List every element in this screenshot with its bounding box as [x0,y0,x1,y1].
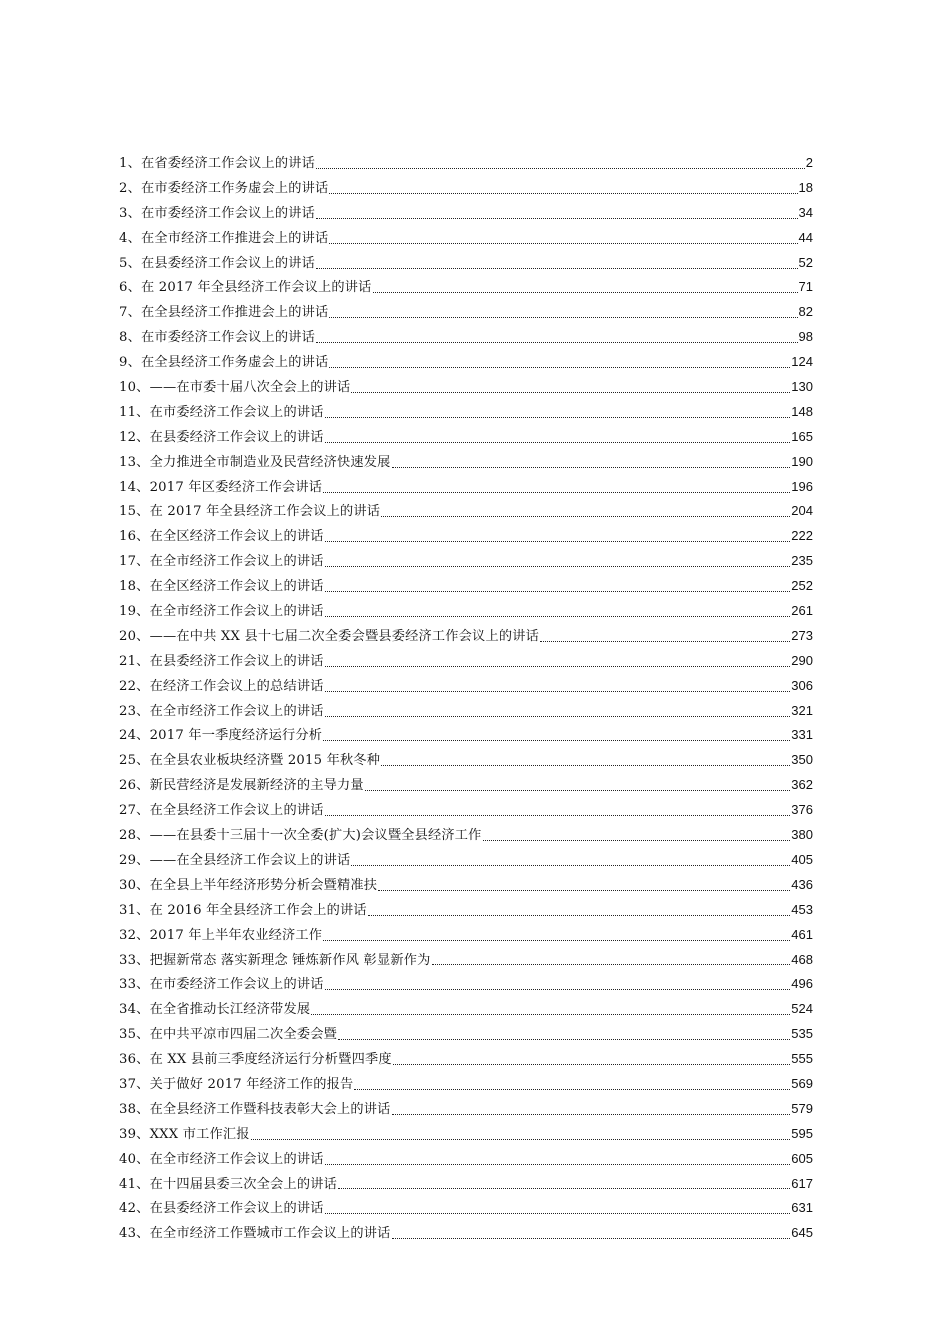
toc-entry-title: 13、全力推进全市制造业及民营经济快速发展 [119,454,391,470]
toc-dot-leader [325,591,791,592]
toc-entry-title: 23、在全市经济工作会议上的讲话 [119,703,324,719]
toc-dot-leader [323,940,790,941]
toc-entry[interactable] [119,1196,813,1221]
toc-entry-title: 8、在市委经济工作会议上的讲话 [119,330,316,346]
toc-entry-page-number: 645 [791,1225,813,1241]
toc-entry[interactable] [119,1047,813,1072]
toc-dot-leader [378,890,790,891]
toc-entry[interactable] [119,475,813,500]
toc-dot-leader [325,1164,791,1165]
toc-entry-title: 36、在 XX 县前三季度经济运行分析暨四季度 [119,1052,392,1068]
toc-entry-title: 12、在县委经济工作会议上的讲话 [119,429,324,445]
toc-entry[interactable] [119,1122,813,1147]
toc-dot-leader [325,616,791,617]
toc-entry[interactable] [119,773,813,798]
toc-entry-title: 5、在县委经济工作会议上的讲话 [119,255,316,271]
toc-entry-title: 10、——在市委十届八次全会上的讲话 [119,380,351,396]
toc-entry-page-number: 252 [791,578,813,594]
toc-dot-leader [432,964,791,965]
toc-entry-page-number: 82 [798,304,813,320]
toc-entry-page-number: 130 [791,379,813,395]
toc-entry-title: 20、——在中共 XX 县十七届二次全委会暨县委经济工作会议上的讲话 [119,628,539,644]
toc-dot-leader [325,541,791,542]
toc-entry[interactable] [119,375,813,400]
toc-entry-title: 34、在全省推动长江经济带发展 [119,1002,311,1018]
toc-dot-leader [311,1014,790,1015]
toc-entry-title: 9、在全县经济工作务虚会上的讲话 [119,355,329,371]
toc-entry-page-number: 71 [798,279,813,295]
toc-entry[interactable] [119,997,813,1022]
toc-entry[interactable] [119,524,813,549]
toc-entry[interactable] [119,699,813,724]
toc-entry-title: 38、在全县经济工作暨科技表彰大会上的讲话 [119,1101,391,1117]
toc-entry-title: 31、在 2016 年全县经济工作会上的讲话 [119,902,367,918]
toc-dot-leader [483,840,791,841]
toc-entry-title: 39、XXX 市工作汇报 [119,1126,250,1142]
toc-entry-title: 21、在县委经济工作会议上的讲话 [119,653,324,669]
toc-entry[interactable] [119,848,813,873]
toc-entry-page-number: 376 [791,802,813,818]
toc-entry[interactable] [119,549,813,574]
toc-entry[interactable] [119,624,813,649]
toc-dot-leader [251,1139,791,1140]
toc-entry-page-number: 34 [798,204,813,220]
toc-entry-page-number: 44 [798,229,813,245]
toc-entry-page-number: 496 [791,976,813,992]
toc-entry-page-number: 321 [791,702,813,718]
toc-entry-title: 11、在市委经济工作会议上的讲话 [119,404,324,420]
toc-dot-leader [392,467,791,468]
toc-entry-title: 17、在全市经济工作会议上的讲话 [119,554,324,570]
toc-dot-leader [316,218,798,219]
toc-dot-leader [329,367,790,368]
toc-entry[interactable] [119,823,813,848]
toc-dot-leader [381,765,790,766]
toc-dot-leader [323,740,790,741]
toc-entry[interactable] [119,674,813,699]
toc-dot-leader [329,243,797,244]
toc-entry-title: 14、2017 年区委经济工作会讲话 [119,479,323,495]
toc-entry-page-number: 461 [791,926,813,942]
toc-entry-page-number: 595 [791,1125,813,1141]
toc-entry-page-number: 235 [791,553,813,569]
toc-dot-leader [325,989,791,990]
toc-dot-leader [325,716,791,717]
toc-entry-title: 42、在县委经济工作会议上的讲话 [119,1201,324,1217]
toc-entry-title: 7、在全县经济工作推进会上的讲话 [119,305,329,321]
toc-entry-page-number: 204 [791,503,813,519]
toc-entry[interactable] [119,972,813,997]
toc-entry[interactable] [119,400,813,425]
toc-entry-page-number: 535 [791,1026,813,1042]
toc-entry[interactable] [119,1221,813,1246]
toc-dot-leader [354,1089,790,1090]
toc-dot-leader [325,442,791,443]
toc-entry-title: 4、在全市经济工作推进会上的讲话 [119,230,329,246]
toc-entry-page-number: 569 [791,1075,813,1091]
toc-dot-leader [392,1238,791,1239]
toc-dot-leader [325,417,791,418]
toc-entry-page-number: 165 [791,428,813,444]
toc-entry[interactable] [119,300,813,325]
toc-dot-leader [325,691,791,692]
toc-entry[interactable] [119,425,813,450]
toc-entry[interactable] [119,923,813,948]
toc-dot-leader [373,292,798,293]
toc-entry-page-number: 98 [798,329,813,345]
toc-entry[interactable] [119,748,813,773]
toc-dot-leader [325,666,791,667]
toc-dot-leader [325,1213,791,1214]
toc-dot-leader [316,342,798,343]
toc-entry-title: 19、在全市经济工作会议上的讲话 [119,604,324,620]
toc-dot-leader [323,492,790,493]
toc-entry-page-number: 290 [791,652,813,668]
toc-dot-leader [329,193,797,194]
toc-entry-page-number: 273 [791,627,813,643]
toc-entry[interactable] [119,873,813,898]
toc-dot-leader [351,865,790,866]
toc-entry[interactable] [119,151,813,176]
toc-entry-title: 28、——在县委十三届十一次全委(扩大)会议暨全县经济工作 [119,828,482,844]
toc-dot-leader [316,268,798,269]
toc-entry-title: 15、在 2017 年全县经济工作会议上的讲话 [119,504,381,520]
toc-entry-page-number: 18 [798,179,813,195]
toc-entry-page-number: 2 [805,155,813,170]
toc-entry-page-number: 524 [791,1001,813,1017]
toc-dot-leader [338,1039,790,1040]
toc-entry[interactable] [119,1022,813,1047]
toc-entry[interactable] [119,649,813,674]
toc-entry-page-number: 222 [791,528,813,544]
toc-entry-page-number: 453 [791,901,813,917]
toc-entry-title: 41、在十四届县委三次全会上的讲话 [119,1176,337,1192]
toc-entry-title: 43、在全市经济工作暨城市工作会议上的讲话 [119,1226,391,1242]
toc-entry-page-number: 350 [791,752,813,768]
toc-entry[interactable] [119,1172,813,1197]
toc-entry[interactable] [119,1072,813,1097]
toc-entry-title: 32、2017 年上半年农业经济工作 [119,927,323,943]
toc-entry-title: 22、在经济工作会议上的总结讲话 [119,678,324,694]
toc-entry[interactable] [119,1147,813,1172]
toc-entry-page-number: 124 [791,354,813,370]
toc-entry-page-number: 261 [791,603,813,619]
table-of-contents [119,151,813,1246]
toc-entry-page-number: 579 [791,1100,813,1116]
toc-entry-title: 3、在市委经济工作会议上的讲话 [119,205,316,221]
toc-entry-title: 16、在全区经济工作会议上的讲话 [119,529,324,545]
toc-entry-title: 25、在全县农业板块经济暨 2015 年秋冬种 [119,753,381,769]
toc-entry[interactable] [119,226,813,251]
toc-entry-page-number: 52 [798,254,813,270]
toc-entry[interactable] [119,599,813,624]
toc-entry[interactable] [119,350,813,375]
toc-entry-title: 18、在全区经济工作会议上的讲话 [119,579,324,595]
toc-entry-page-number: 331 [791,727,813,743]
toc-entry[interactable] [119,325,813,350]
toc-entry-title: 6、在 2017 年全县经济工作会议上的讲话 [119,280,372,296]
toc-dot-leader [325,566,791,567]
toc-entry[interactable] [119,275,813,300]
toc-entry-page-number: 605 [791,1150,813,1166]
toc-entry[interactable] [119,898,813,923]
toc-entry-page-number: 196 [791,478,813,494]
toc-entry-title: 29、——在全县经济工作会议上的讲话 [119,852,351,868]
toc-entry[interactable] [119,499,813,524]
toc-entry-title: 37、关于做好 2017 年经济工作的报告 [119,1076,354,1092]
toc-entry[interactable] [119,948,813,973]
toc-dot-leader [392,1114,791,1115]
toc-entry[interactable] [119,176,813,201]
toc-entry[interactable] [119,798,813,823]
toc-entry[interactable] [119,201,813,226]
toc-dot-leader [368,915,791,916]
toc-entry-page-number: 362 [791,777,813,793]
toc-dot-leader [393,1064,791,1065]
toc-entry-page-number: 306 [791,677,813,693]
toc-dot-leader [329,317,797,318]
toc-entry[interactable] [119,251,813,276]
toc-entry[interactable] [119,1097,813,1122]
toc-entry[interactable] [119,574,813,599]
toc-dot-leader [540,641,790,642]
toc-dot-leader [351,392,790,393]
toc-entry-page-number: 468 [791,951,813,967]
toc-entry-title: 40、在全市经济工作会议上的讲话 [119,1151,324,1167]
toc-entry-page-number: 190 [791,453,813,469]
toc-entry-title: 33、在市委经济工作会议上的讲话 [119,977,324,993]
toc-dot-leader [325,815,791,816]
toc-entry[interactable] [119,450,813,475]
toc-entry[interactable] [119,723,813,748]
toc-entry-title: 30、在全县上半年经济形势分析会暨精准扶 [119,877,378,893]
toc-entry-page-number: 555 [791,1051,813,1067]
toc-entry-title: 1、在省委经济工作会议上的讲话 [119,156,316,171]
toc-dot-leader [381,516,790,517]
toc-entry-title: 24、2017 年一季度经济运行分析 [119,728,323,744]
toc-dot-leader [316,168,805,169]
toc-entry-title: 35、在中共平凉市四届二次全委会暨 [119,1027,337,1043]
toc-entry-title: 26、新民营经济是发展新经济的主导力量 [119,778,364,794]
toc-entry-page-number: 405 [791,851,813,867]
toc-entry-page-number: 617 [791,1175,813,1191]
toc-dot-leader [338,1188,790,1189]
toc-entry-page-number: 380 [791,827,813,843]
toc-entry-title: 33、把握新常态 落实新理念 锤炼新作风 彰显新作为 [119,952,431,968]
toc-entry-page-number: 148 [791,403,813,419]
toc-entry-title: 2、在市委经济工作务虚会上的讲话 [119,180,329,196]
toc-dot-leader [365,790,791,791]
toc-entry-page-number: 631 [791,1200,813,1216]
toc-entry-title: 27、在全县经济工作会议上的讲话 [119,803,324,819]
toc-entry-page-number: 436 [791,876,813,892]
